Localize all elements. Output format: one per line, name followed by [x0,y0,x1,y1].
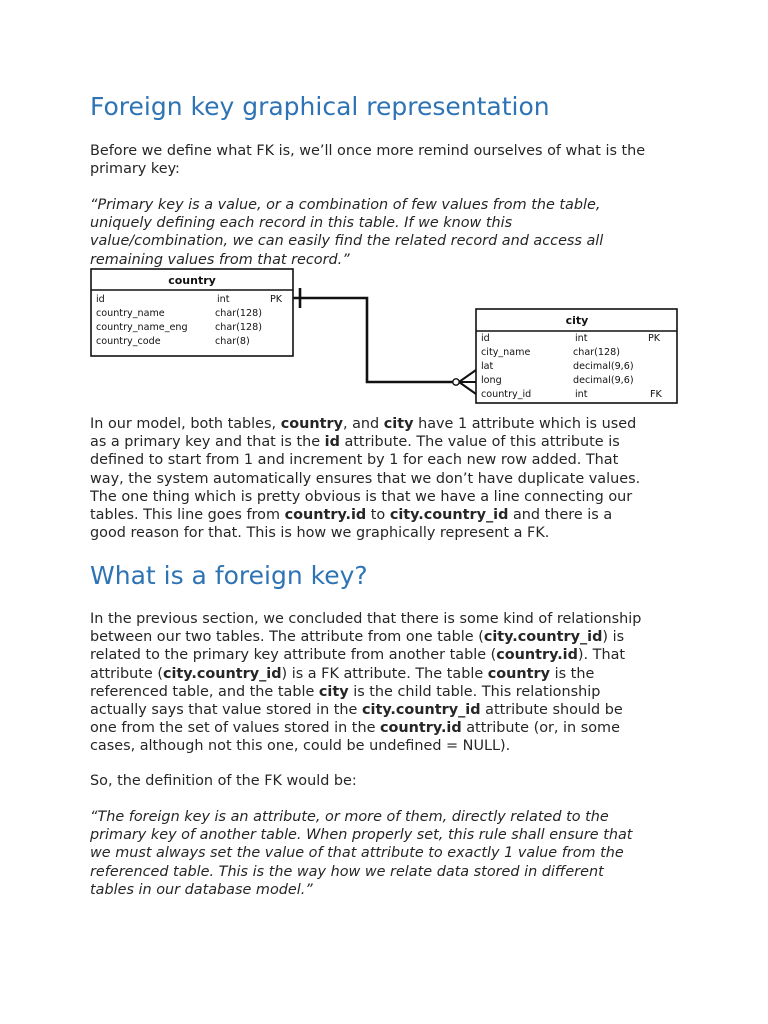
text-line: “Primary key is a value, or a combination of few values from the table, [90,197,601,213]
heading-what-is-fk: What is a foreign key? [90,561,368,590]
field-type: decimal(9,6) [573,375,634,386]
field-name: id [481,333,490,344]
field-name: country_id [481,389,532,400]
intro-paragraph [90,142,690,178]
text-line: Before we define what FK is, we’ll once more remind ourselves of what is the [90,143,646,159]
definition-intro: So, the definition of the FK would be: [90,773,357,789]
text-line: In the previous section, we concluded that there is some kind of relationship [90,611,642,627]
text-line: way, the system automatically ensures that we don’t have duplicate values. [90,470,641,487]
text-line: defined to start from 1 and increment by 1 for each new row added. That [90,452,619,469]
city-table [476,309,677,403]
text-line: related to the primary key attribute from another table (country.id). That [90,647,626,664]
field-type: char(128) [573,347,620,358]
field-key: PK [270,294,283,305]
field-type: int [217,294,230,305]
text-line: primary key: [90,161,180,178]
text-line: The one thing which is pretty obvious is that we have a line connecting our [90,488,633,505]
field-key: FK [650,389,662,400]
text-line: actually says that value stored in the city.country_id attribute should be [90,702,623,719]
heading-fk-representation: Foreign key graphical representation [90,92,550,121]
country-table-title: country [168,274,216,287]
text-line: referenced table, and the table city is the child table. This relationship [90,683,601,700]
text-line: primary key of another table. When properly set, this rule shall ensure that [90,827,633,844]
field-type: decimal(9,6) [573,361,634,372]
field-key: PK [648,333,661,344]
field-type: char(128) [215,322,262,333]
field-name: country_name [96,308,165,319]
field-name: city_name [481,347,531,358]
text-line: value/combination, we can easily find the related record and access all [90,233,604,250]
many-crowfoot-mark [459,370,476,394]
field-type: char(8) [215,336,250,347]
foreign-key-paragraph [90,610,690,756]
text-line: we must always set the value of that attribute to exactly 1 value from the [90,845,624,862]
er-diagram [88,266,690,408]
field-name: lat [481,361,494,372]
text-line: uniquely defining each record in this table. If we know this [90,215,513,232]
foreign-key-quote [90,808,690,899]
text-line: referenced table. This is the way how we relate data stored in different [90,863,604,880]
fk-relationship-line [293,288,476,394]
country-table [91,269,293,356]
primary-key-paragraph [90,415,690,542]
text-line: “The foreign key is an attribute, or more of them, directly related to the [90,809,609,825]
field-name: country_name_eng [96,322,188,333]
field-type: char(128) [215,308,262,319]
field-name: long [481,375,502,386]
text-line: remaining values from that record.” [90,251,350,268]
primary-key-quote [90,196,690,269]
city-table-title: city [565,314,589,327]
text-line: In our model, both tables, country, and city have 1 attribute which is used [90,416,637,432]
field-type: int [575,333,588,344]
text-line: tables in our database model.” [90,881,313,898]
field-name: id [96,294,105,305]
text-line: tables. This line goes from country.id to city.country_id and there is a [90,507,613,524]
text-line: cases, although not this one, could be undefined = NULL). [90,738,511,755]
text-line: good reason for that. This is how we graphically represent a FK. [90,525,550,542]
zero-optional-mark [453,379,459,385]
text-line: attribute (city.country_id) is a FK attribute. The table country is the [90,665,595,682]
text-line: as a primary key and that is the id attribute. The value of this attribute is [90,434,620,451]
text-line: between our two tables. The attribute from one table (city.country_id) is [90,629,625,646]
field-type: int [575,389,588,400]
field-name: country_code [96,336,161,347]
text-line: one from the set of values stored in the country.id attribute (or, in some [90,720,620,737]
